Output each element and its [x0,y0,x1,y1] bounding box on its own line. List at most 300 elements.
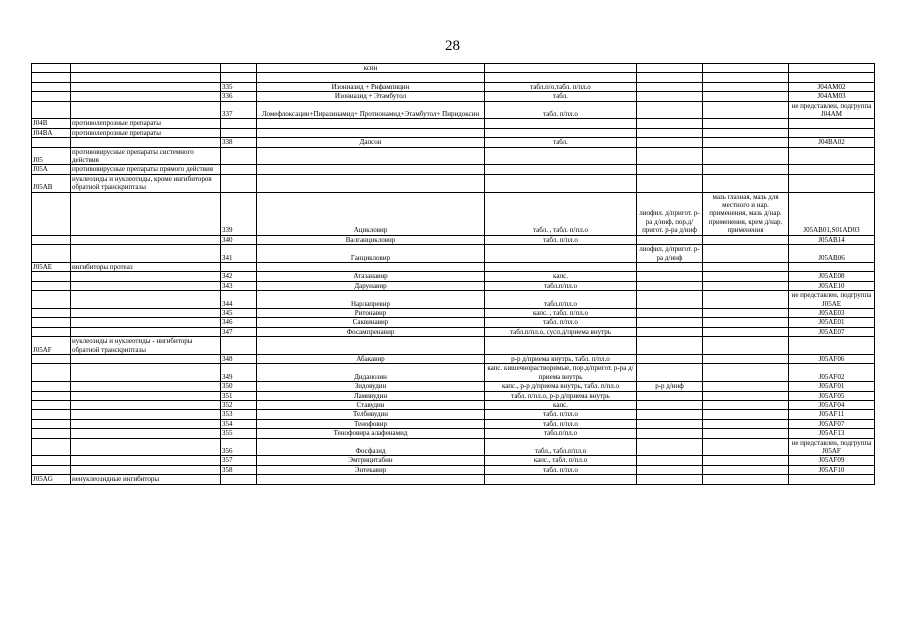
drug-name-cell [257,119,485,128]
injection-form-cell [637,281,703,290]
atc-group-code-cell [32,391,71,400]
injection-form-cell [637,354,703,363]
atc-group-code-cell [32,245,71,263]
atc-group-name-cell [71,318,221,327]
atc-code-cell: J05AE01 [789,318,875,327]
atc-group-code-cell [32,318,71,327]
topical-form-cell [703,147,789,165]
atc-group-code-cell: J05AB [32,174,71,192]
topical-form-cell [703,73,789,82]
atc-group-code-cell [32,82,71,91]
table-row [32,262,875,271]
drug-name-cell: Тенофовира алафенамид [257,429,485,438]
atc-group-code-cell [32,92,71,101]
drug-list-table [31,63,875,485]
topical-form-cell [703,101,789,119]
drug-name-cell [257,128,485,137]
atc-group-name-cell [71,281,221,290]
injection-form-cell: р-р д/инф [637,382,703,391]
injection-form-cell [637,410,703,419]
dosage-form-cell: табл. п/пл.о [485,410,637,419]
drug-name-cell: Телбивудин [257,410,485,419]
item-number-cell [221,174,257,192]
injection-form-cell [637,456,703,465]
drug-name-cell: Изониазид + Рифампицин [257,82,485,91]
atc-code-cell: J05AF06 [789,354,875,363]
injection-form-cell [637,364,703,382]
atc-group-code-cell [32,64,71,73]
atc-code-cell: J04AM02 [789,82,875,91]
atc-group-name-cell [71,235,221,244]
atc-group-code-cell: J05AG [32,475,71,484]
atc-code-cell: J05AF09 [789,456,875,465]
atc-code-cell: J05AF02 [789,364,875,382]
topical-form-cell [703,119,789,128]
item-number-cell: 354 [221,419,257,428]
table-row [32,119,875,128]
table-row [32,318,875,327]
item-number-cell: 349 [221,364,257,382]
atc-group-name-cell [71,382,221,391]
dosage-form-cell: табл. п/пл.о [485,101,637,119]
drug-name-cell: Саквинавир [257,318,485,327]
dosage-form-cell [485,73,637,82]
item-number-cell: 357 [221,456,257,465]
drug-name-cell [257,147,485,165]
drug-name-cell [257,262,485,271]
dosage-form-cell: капс., р-р д/приема внутрь, табл. п/пл.о [485,382,637,391]
atc-group-code-cell [32,192,71,235]
dosage-form-cell: табл. [485,138,637,147]
drug-name-cell [257,165,485,174]
table-row [32,73,875,82]
injection-form-cell [637,308,703,317]
atc-group-name-cell: противовирусные препараты системного действия [71,147,221,165]
topical-form-cell [703,281,789,290]
atc-code-cell: J05AF11 [789,410,875,419]
topical-form-cell [703,475,789,484]
topical-form-cell [703,391,789,400]
atc-group-code-cell [32,364,71,382]
dosage-form-cell: капс. кишечнорастворимые, пор.д/пригот. р-ра д/приема внутрь [485,364,637,382]
table-row [32,475,875,484]
item-number-cell: 339 [221,192,257,235]
item-number-cell [221,73,257,82]
dosage-form-cell [485,119,637,128]
dosage-form-cell [485,64,637,73]
dosage-form-cell: табл. п/пл.о [485,419,637,428]
item-number-cell: 351 [221,391,257,400]
atc-code-cell [789,165,875,174]
drug-name-cell [257,475,485,484]
item-number-cell [221,119,257,128]
dosage-form-cell: табл.п/пл.о [485,291,637,309]
atc-group-name-cell [71,92,221,101]
table-row [32,327,875,336]
atc-group-code-cell [32,429,71,438]
dosage-form-cell: табл.п/о,табл. п/пл.о [485,82,637,91]
atc-group-name-cell [71,391,221,400]
table-row [32,64,875,73]
table-row [32,429,875,438]
atc-code-cell: J05AE03 [789,308,875,317]
table-row [32,364,875,382]
topical-form-cell [703,235,789,244]
atc-group-name-cell [71,364,221,382]
drug-name-cell: Диданозин [257,364,485,382]
item-number-cell: 358 [221,465,257,474]
atc-group-code-cell [32,410,71,419]
atc-code-cell [789,147,875,165]
dosage-form-cell: капс. [485,401,637,410]
dosage-form-cell: табл. [485,92,637,101]
topical-form-cell [703,401,789,410]
injection-form-cell [637,337,703,355]
injection-form-cell [637,391,703,400]
dosage-form-cell: капс., табл. п/пл.о [485,456,637,465]
injection-form-cell [637,165,703,174]
injection-form-cell [637,475,703,484]
atc-group-name-cell [71,401,221,410]
dosage-form-cell: капс. , табл. п/пл.о [485,308,637,317]
atc-group-name-cell [71,101,221,119]
injection-form-cell: лиофил. д/пригот. р-ра д/инф, пор.д/пригот. р-ра д/инф [637,192,703,235]
atc-code-cell: J05AF01 [789,382,875,391]
atc-group-code-cell: J04BA [32,128,71,137]
atc-group-code-cell [32,419,71,428]
table-row [32,174,875,192]
atc-group-code-cell [32,456,71,465]
topical-form-cell [703,128,789,137]
item-number-cell: 345 [221,308,257,317]
atc-code-cell: J05AE10 [789,281,875,290]
topical-form-cell [703,429,789,438]
topical-form-cell [703,291,789,309]
atc-group-code-cell: J05 [32,147,71,165]
table-row [32,281,875,290]
item-number-cell [221,147,257,165]
drug-name-cell: Ганцикловир [257,245,485,263]
dosage-form-cell: табл. п/пл.о, р-р д/приема внутрь [485,391,637,400]
atc-code-cell: не представлен, подгруппа J05AF [789,438,875,456]
topical-form-cell [703,382,789,391]
atc-code-cell [789,475,875,484]
table-row [32,291,875,309]
dosage-form-cell: табл.п/пл.о, сусп.д/приема внутрь [485,327,637,336]
dosage-form-cell [485,245,637,263]
topical-form-cell [703,465,789,474]
atc-group-code-cell [32,291,71,309]
topical-form-cell [703,337,789,355]
drug-name-cell: Эмтрицитабин [257,456,485,465]
atc-group-code-cell [32,382,71,391]
atc-code-cell: не представлен, подгруппа J04AM [789,101,875,119]
injection-form-cell [637,119,703,128]
atc-code-cell: не представлен, подгруппа J05AE [789,291,875,309]
item-number-cell: 344 [221,291,257,309]
drug-name-cell: Ацикловир [257,192,485,235]
atc-code-cell [789,262,875,271]
atc-group-name-cell [71,308,221,317]
table-row [32,147,875,165]
injection-form-cell: лиофил. д/пригот. р-ра д/инф [637,245,703,263]
injection-form-cell [637,235,703,244]
atc-group-name-cell [71,138,221,147]
atc-group-code-cell [32,465,71,474]
drug-name-cell: Ритонавир [257,308,485,317]
injection-form-cell [637,318,703,327]
atc-group-name-cell [71,73,221,82]
topical-form-cell [703,438,789,456]
atc-code-cell: J05AF07 [789,419,875,428]
dosage-form-cell: р-р д/приема внутрь, табл. п/пл.о [485,354,637,363]
atc-code-cell: J05AB06 [789,245,875,263]
topical-form-cell [703,82,789,91]
item-number-cell: 340 [221,235,257,244]
table-row [32,245,875,263]
item-number-cell [221,128,257,137]
atc-group-code-cell [32,438,71,456]
item-number-cell [221,475,257,484]
injection-form-cell [637,465,703,474]
table-row [32,354,875,363]
table-row [32,382,875,391]
atc-group-code-cell: J04B [32,119,71,128]
atc-group-code-cell [32,101,71,119]
item-number-cell: 350 [221,382,257,391]
dosage-form-cell: табл. п/пл.о [485,235,637,244]
item-number-cell: 338 [221,138,257,147]
item-number-cell: 337 [221,101,257,119]
dosage-form-cell: табл.п/пл.о [485,429,637,438]
dosage-form-cell: капс. [485,272,637,281]
atc-group-name-cell [71,419,221,428]
atc-group-name-cell [71,245,221,263]
atc-group-name-cell [71,438,221,456]
atc-group-code-cell [32,308,71,317]
item-number-cell: 353 [221,410,257,419]
item-number-cell: 356 [221,438,257,456]
drug-name-cell: Ставудин [257,401,485,410]
drug-name-cell: Ламивудин [257,391,485,400]
atc-code-cell [789,119,875,128]
atc-code-cell: J05AE07 [789,327,875,336]
table-row [32,308,875,317]
topical-form-cell [703,272,789,281]
atc-code-cell [789,174,875,192]
injection-form-cell [637,429,703,438]
dosage-form-cell [485,174,637,192]
topical-form-cell [703,308,789,317]
table-row [32,456,875,465]
table-row [32,101,875,119]
item-number-cell: 335 [221,82,257,91]
injection-form-cell [637,92,703,101]
drug-name-cell: Абакавир [257,354,485,363]
atc-group-name-cell: нуклеозиды и нуклеотиды, кроме ингибиторов обратной транскриптазы [71,174,221,192]
atc-code-cell: J05AB14 [789,235,875,244]
injection-form-cell [637,101,703,119]
topical-form-cell [703,64,789,73]
atc-code-cell: J05AE08 [789,272,875,281]
drug-name-cell: Дарунавир [257,281,485,290]
injection-form-cell [637,128,703,137]
dosage-form-cell [485,475,637,484]
table-row [32,419,875,428]
topical-form-cell [703,456,789,465]
atc-group-name-cell: ингибиторы протеаз [71,262,221,271]
topical-form-cell [703,262,789,271]
topical-form-cell [703,419,789,428]
atc-group-name-cell [71,465,221,474]
atc-group-name-cell [71,192,221,235]
atc-group-code-cell [32,327,71,336]
dosage-form-cell [485,165,637,174]
table-body [32,64,875,485]
atc-group-code-cell [32,354,71,363]
injection-form-cell [637,138,703,147]
atc-group-name-cell: противовирусные препараты прямого действия [71,165,221,174]
drug-name-cell: Зидовудин [257,382,485,391]
item-number-cell [221,262,257,271]
item-number-cell: 341 [221,245,257,263]
drug-name-cell: Дапсон [257,138,485,147]
topical-form-cell [703,327,789,336]
item-number-cell: 343 [221,281,257,290]
dosage-form-cell [485,262,637,271]
atc-code-cell: J04BA02 [789,138,875,147]
atc-group-code-cell: J05A [32,165,71,174]
injection-form-cell [637,272,703,281]
dosage-form-cell [485,147,637,165]
atc-code-cell: J05AF04 [789,401,875,410]
atc-code-cell: J05AF05 [789,391,875,400]
atc-group-code-cell: J05AF [32,337,71,355]
atc-group-name-cell: противолепрозные препараты [71,128,221,137]
table-row [32,82,875,91]
drug-name-cell: Атазанавир [257,272,485,281]
table-row [32,401,875,410]
atc-code-cell: J05AF13 [789,429,875,438]
drug-name-cell: Валганцикловир [257,235,485,244]
table-row [32,128,875,137]
injection-form-cell [637,327,703,336]
dosage-form-cell [485,337,637,355]
atc-group-name-cell [71,64,221,73]
drug-name-cell: Изониазид + Этамбутол [257,92,485,101]
item-number-cell [221,64,257,73]
drug-name-cell: ксин [257,64,485,73]
dosage-form-cell: табл., табл.п/пл.о [485,438,637,456]
drug-name-cell [257,174,485,192]
dosage-form-cell: табл.п/пл.о [485,281,637,290]
topical-form-cell [703,354,789,363]
atc-code-cell [789,128,875,137]
injection-form-cell [637,82,703,91]
table-row [32,391,875,400]
atc-group-code-cell: J05AE [32,262,71,271]
atc-code-cell: J05AF10 [789,465,875,474]
table-row [32,192,875,235]
table-row [32,165,875,174]
dosage-form-cell: табл. п/пл.о [485,318,637,327]
item-number-cell: 355 [221,429,257,438]
injection-form-cell [637,262,703,271]
atc-group-name-cell [71,291,221,309]
item-number-cell: 336 [221,92,257,101]
drug-name-cell: Нарлапревир [257,291,485,309]
atc-group-name-cell [71,272,221,281]
atc-group-code-cell [32,272,71,281]
atc-group-code-cell [32,235,71,244]
drug-name-cell [257,73,485,82]
atc-code-cell: J05AB01,S01AD03 [789,192,875,235]
injection-form-cell [637,64,703,73]
atc-group-name-cell [71,456,221,465]
injection-form-cell [637,147,703,165]
topical-form-cell: мазь глазная, мазь для местного и нар. применения, мазь д/нар. применения, крем д/нар. применения [703,192,789,235]
topical-form-cell [703,138,789,147]
atc-group-name-cell [71,82,221,91]
injection-form-cell [637,291,703,309]
dosage-form-cell [485,128,637,137]
table-row [32,337,875,355]
item-number-cell: 348 [221,354,257,363]
atc-group-code-cell [32,73,71,82]
drug-name-cell: Фосампренавир [257,327,485,336]
atc-group-name-cell [71,327,221,336]
atc-group-name-cell: противолепрозные препараты [71,119,221,128]
table-row [32,465,875,474]
table-row [32,92,875,101]
atc-group-name-cell [71,429,221,438]
atc-code-cell: J04AM03 [789,92,875,101]
item-number-cell [221,165,257,174]
atc-group-code-cell [32,138,71,147]
topical-form-cell [703,364,789,382]
topical-form-cell [703,318,789,327]
item-number-cell: 347 [221,327,257,336]
dosage-form-cell: табл. п/пл.о [485,465,637,474]
table-row [32,138,875,147]
atc-group-code-cell [32,281,71,290]
injection-form-cell [637,401,703,410]
item-number-cell: 352 [221,401,257,410]
drug-name-cell: Тенофовир [257,419,485,428]
injection-form-cell [637,174,703,192]
atc-group-name-cell [71,354,221,363]
drug-name-cell [257,337,485,355]
injection-form-cell [637,73,703,82]
table-row [32,272,875,281]
topical-form-cell [703,92,789,101]
table-row [32,438,875,456]
drug-name-cell: Энтекавир [257,465,485,474]
dosage-form-cell: табл. , табл. п/пл.о [485,192,637,235]
topical-form-cell [703,245,789,263]
atc-code-cell [789,64,875,73]
topical-form-cell [703,174,789,192]
topical-form-cell [703,165,789,174]
item-number-cell: 346 [221,318,257,327]
atc-group-name-cell: нуклеозиды и нуклеотиды - ингибиторы обратной транскриптазы [71,337,221,355]
table-row [32,235,875,244]
page-number: 28 [445,38,460,54]
drug-name-cell: Фосфазид [257,438,485,456]
atc-group-code-cell [32,401,71,410]
drug-name-cell: Ломефлоксацин+Пиразинамид+ Протионамид+Этамбутол+ Пиридоксин [257,101,485,119]
injection-form-cell [637,438,703,456]
